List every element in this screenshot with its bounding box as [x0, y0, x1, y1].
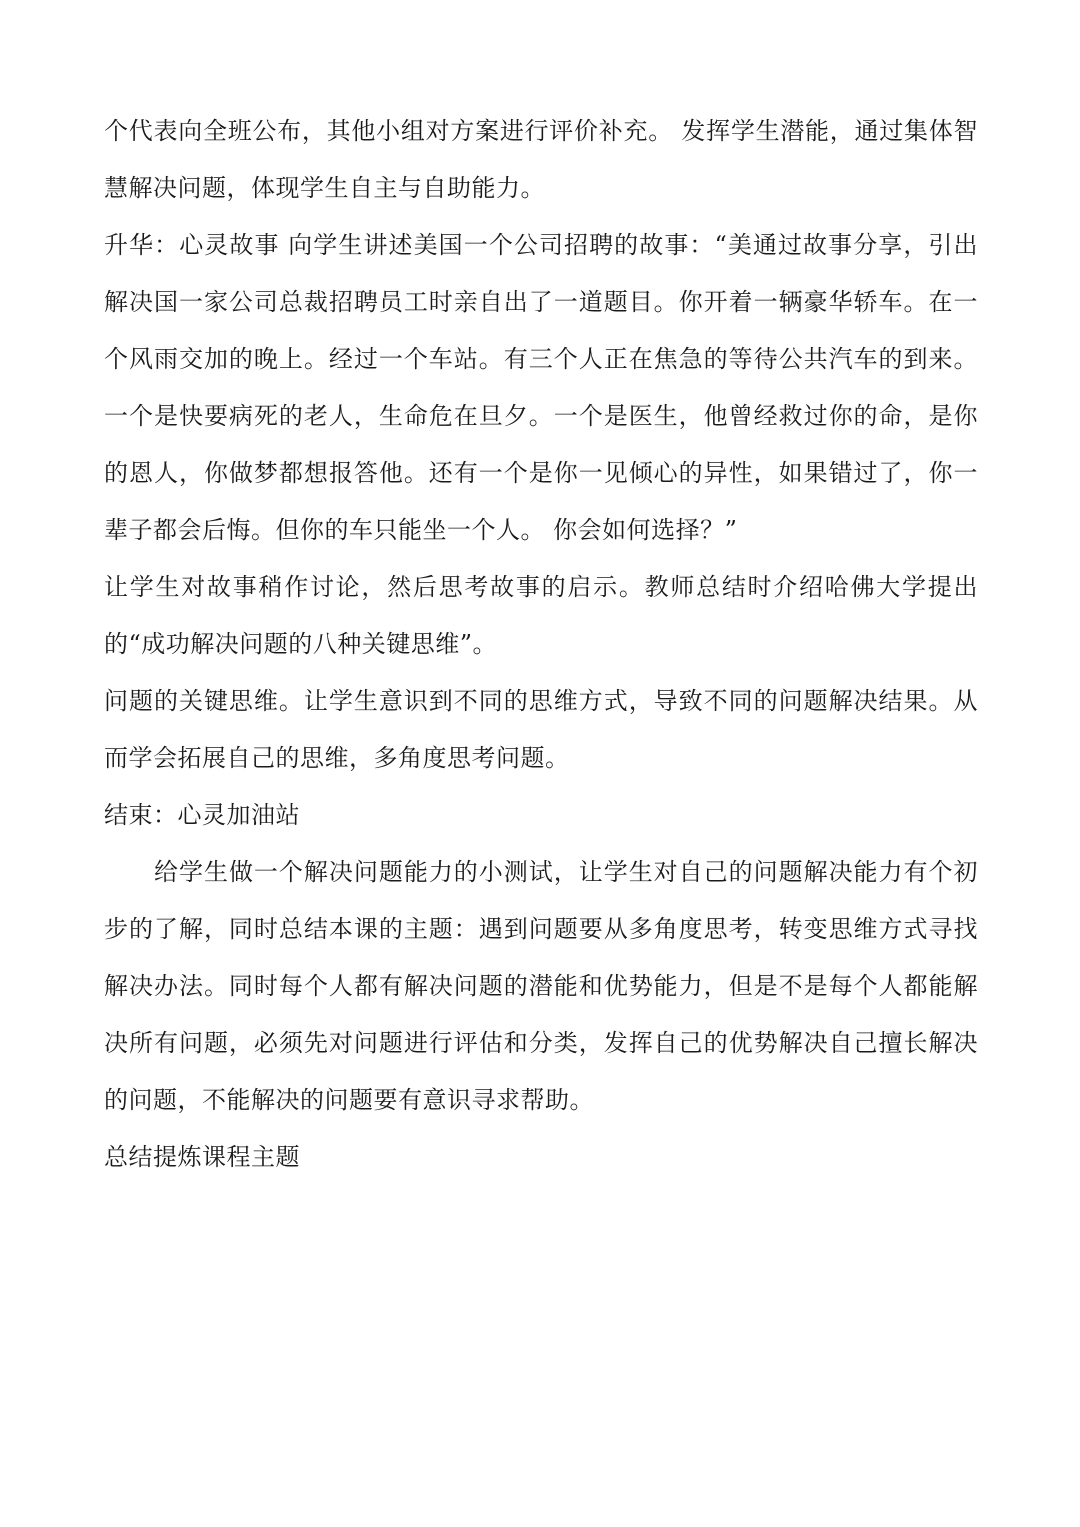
document-body	[104, 103, 978, 1186]
paragraph-key-thinking: 问题的关键思维。让学生意识到不同的思维方式，导致不同的问题解决结果。从而学会拓展自己的思维，多角度思考问题。	[104, 687, 978, 772]
paragraph-self-test: 给学生做一个解决问题能力的小测试，让学生对自己的问题解决能力有个初步的了解，同时总结本课的主题：遇到问题要从多角度思考，转变思维方式寻找解决办法。同时每个人都有解决问题的潜能和优势能力，但是不是每个人都能解决所有问题，必须先对问题进行评估和分类，发挥自己的优势解决自己擅长解决的问题，不能解决的问题要有意识寻求帮助。	[104, 858, 978, 1114]
paragraph-story-discussion: 让学生对故事稍作讨论，然后思考故事的启示。教师总结时介绍哈佛大学提出的“成功解决问题的八种关键思维”。	[104, 573, 978, 658]
paragraph-sublimation-story: 升华：心灵故事 向学生讲述美国一个公司招聘的故事：“美通过故事分享，引出解决国一家公司总裁招聘员工时亲自出了一道题目。你开着一辆豪华轿车。在一个风雨交加的晚上。经过一个车站。有三个人正在焦急的等待公共汽车的到来。一个是快要病死的老人，生命危在旦夕。一个是医生，他曾经救过你的命，是你的恩人，你做梦都想报答他。还有一个是你一见倾心的异性，如果错过了，你一辈子都会后悔。但你的车只能坐一个人。 你会如何选择？”	[104, 231, 978, 544]
paragraph-summary-theme: 总结提炼课程主题	[104, 1143, 300, 1171]
paragraph-group-solution: 个代表向全班公布，其他小组对方案进行评价补充。 发挥学生潜能，通过集体智慧解决问题，体现学生自主与自助能力。	[104, 117, 978, 202]
section-heading-ending: 结束：心灵加油站	[104, 801, 300, 829]
